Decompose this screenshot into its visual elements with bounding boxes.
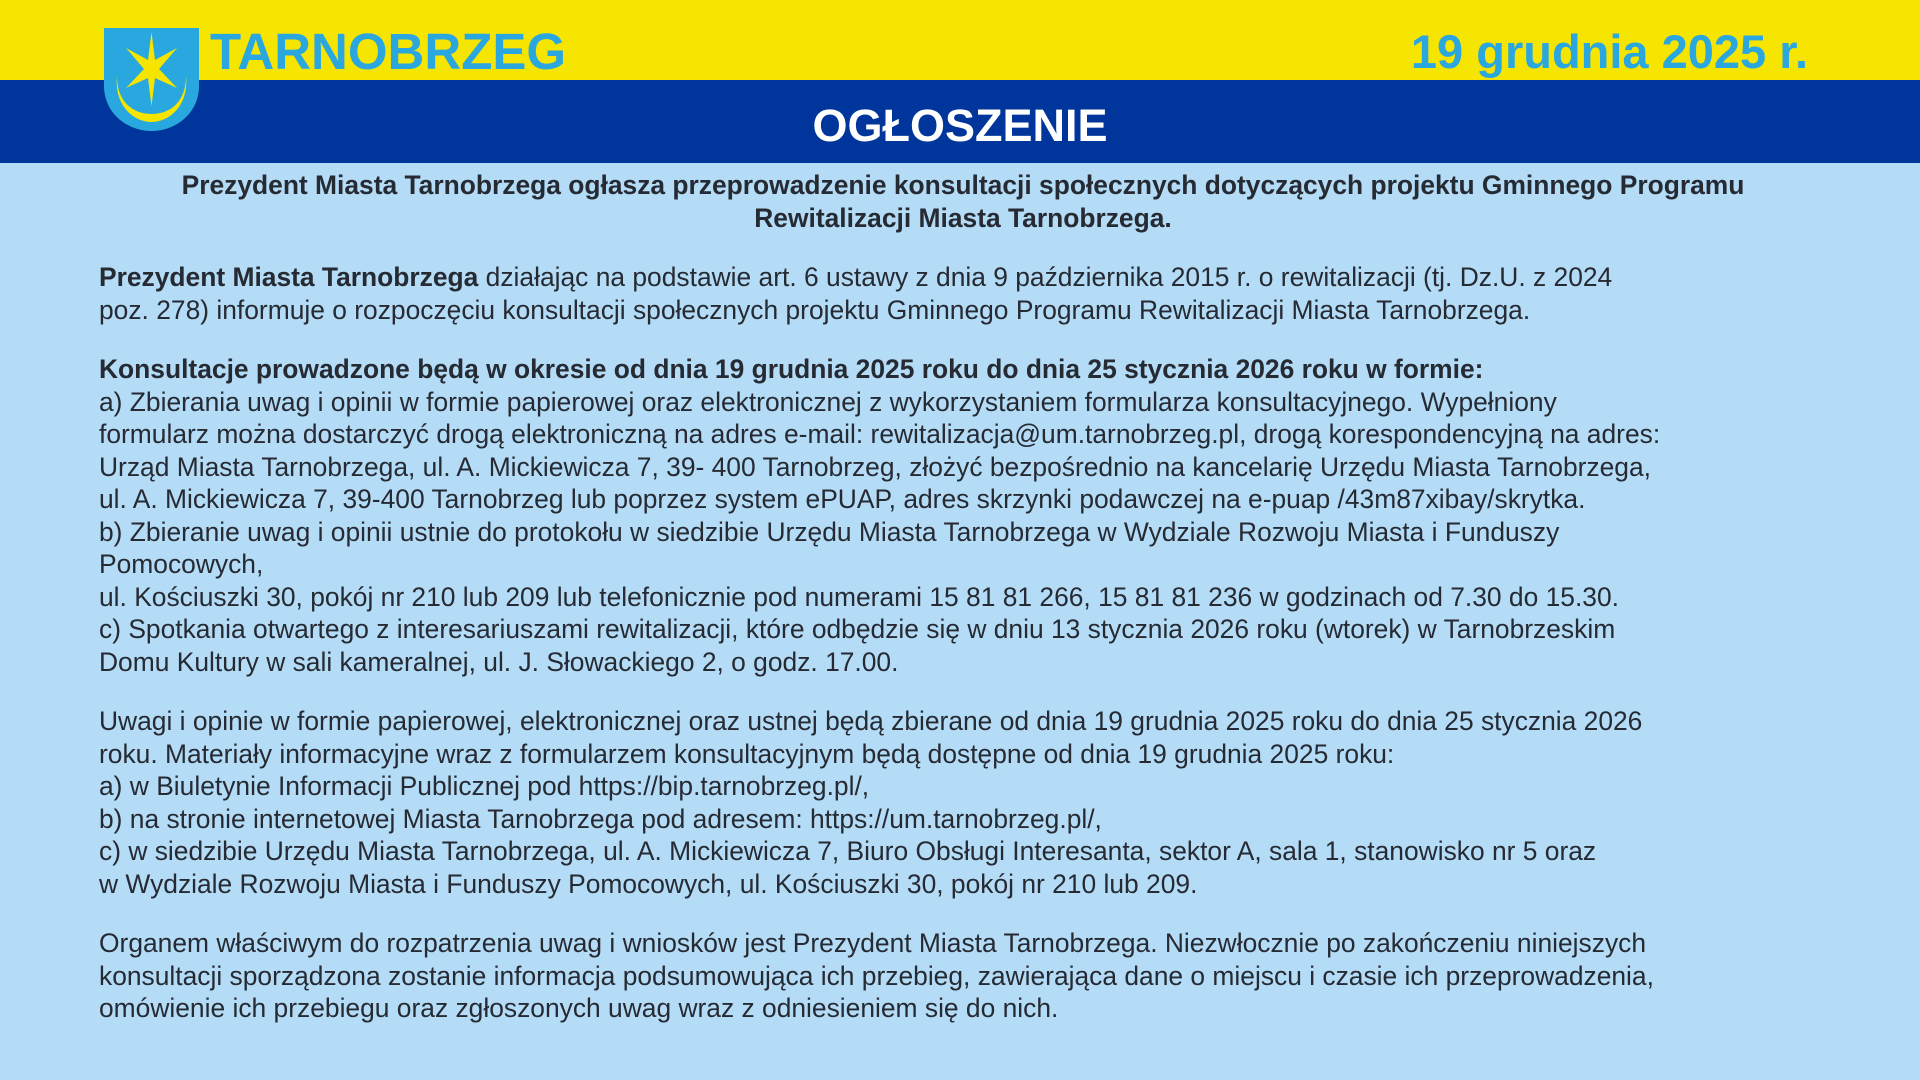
intro-paragraph (99, 261, 1859, 326)
consultations-line: ul. Kościuszki 30, pokój nr 210 lub 209 lub telefonicznie pod numerami 15 81 81 266, 15 81 81 236 w godzinach od 7.30 do 15.30. (99, 581, 1619, 612)
consultations-line: b) Zbieranie uwag i opinii ustnie do protokołu w siedzibie Urzędu Miasta Tarnobrzega w Wydziale Rozwoju Miasta i Funduszy (99, 516, 1560, 547)
closing-paragraph (99, 927, 1859, 1025)
heading-line: Rewitalizacji Miasta Tarnobrzega. (754, 202, 1172, 233)
materials-line: c) w siedzibie Urzędu Miasta Tarnobrzega, ul. A. Mickiewicza 7, Biuro Obsługi Interesanta, sektor A, sala 1, stanowisko nr 5 oraz (99, 836, 1597, 866)
materials-line: w Wydziale Rozwoju Miasta i Funduszy Pomocowych, ul. Kościuszki 30, pokój nr 210 lub 209. (99, 868, 1198, 899)
materials-line-bip: a) w Biuletynie Informacji Publicznej pod https://bip.tarnobrzeg.pl/, (99, 771, 870, 801)
consultations-line: Urząd Miasta Tarnobrzega, ul. A. Mickiewicza 7, 39- 400 Tarnobrzeg, złożyć bezpośrednio na kancelarię Urzędu Miasta Tarnobrzega, (99, 451, 1651, 482)
materials-paragraph (99, 705, 1859, 900)
consultations-line: ul. A. Mickiewicza 7, 39-400 Tarnobrzeg lub poprzez system ePUAP, adres skrzynki podawczej na e-puap /43m87xibay/skrytka. (99, 484, 1586, 514)
materials-line: Uwagi i opinie w formie papierowej, elektronicznej oraz ustnej będą zbierane od dnia 19 grudnia 2025 roku do dnia 25 stycznia 2026 (99, 706, 1643, 736)
consultations-line: Pomocowych, (99, 549, 264, 579)
intro-bold-lead: Prezydent Miasta Tarnobrzega (99, 262, 479, 292)
heading-line: Prezydent Miasta Tarnobrzega ogłasza przeprowadzenie konsultacji społecznych dotyczących projektu Gminnego Programu (181, 170, 1745, 200)
consultations-heading: Konsultacje prowadzone będą w okresie od dnia 19 grudnia 2025 roku do dnia 25 stycznia 2026 roku w formie: (99, 354, 1484, 384)
closing-line: omówienie ich przebiegu oraz zgłoszonych uwag wraz z odniesieniem się do nich. (99, 993, 1059, 1023)
intro-line: poz. 278) informuje o rozpoczęciu konsultacji społecznych projektu Gminnego Programu Rewitalizacji Miasta Tarnobrzega. (99, 294, 1531, 325)
page-title: OGŁOSZENIE (812, 100, 1108, 151)
materials-line-website: b) na stronie internetowej Miasta Tarnobrzega pod adresem: https://um.tarnobrzeg.pl/, (99, 803, 1102, 834)
announcement-body (99, 169, 1859, 1025)
city-name: TARNOBRZEG (210, 23, 567, 80)
consultations-line-email: formularz można dostarczyć drogą elektroniczną na adres e-mail: rewitalizacja@um.tarnobrzeg.pl, drogą korespondencyjną na adres: (99, 419, 1661, 449)
announcement-date: 19 grudnia 2025 r. (1410, 25, 1808, 78)
intro-text: działając na podstawie art. 6 ustawy z dnia 9 października 2015 r. o rewitalizacji (tj. Dz.U. z 2024 (478, 262, 1613, 292)
consultations-line: Domu Kultury w sali kameralnej, ul. J. Słowackiego 2, o godz. 17.00. (99, 646, 899, 677)
closing-line: konsultacji sporządzona zostanie informacja podsumowująca ich przebieg, zawierająca dane o miejscu i czasie ich przeprowadzenia, (99, 960, 1654, 991)
closing-line: Organem właściwym do rozpatrzenia uwag i wniosków jest Prezydent Miasta Tarnobrzega. Niezwłocznie po zakończeniu niniejszych (99, 928, 1647, 958)
consultations-line: a) Zbierania uwag i opinii w formie papierowej oraz elektronicznej z wykorzystaniem formularza konsultacyjnego. Wypełniony (99, 386, 1557, 417)
intro-line (99, 261, 1859, 294)
announcement-heading (99, 169, 1827, 234)
consultations-paragraph (99, 353, 1859, 678)
consultations-line: c) Spotkania otwartego z interesariuszami rewitalizacji, które odbędzie się w dniu 13 stycznia 2026 roku (wtorek) w Tarnobrzeskim (99, 614, 1616, 644)
materials-line: roku. Materiały informacyjne wraz z formularzem konsultacyjnym będą dostępne od dnia 19 grudnia 2025 roku: (99, 738, 1395, 769)
